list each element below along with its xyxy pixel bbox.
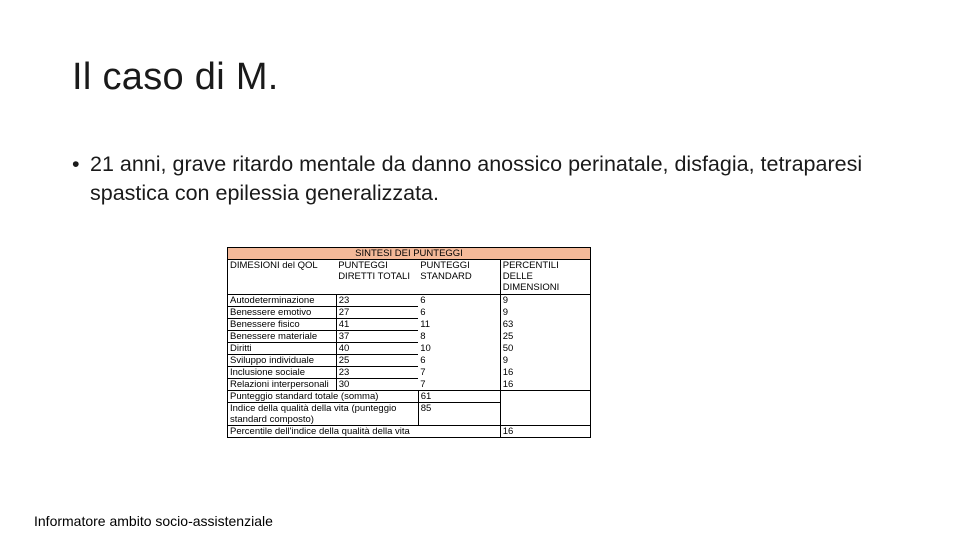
row-percentile: 50 <box>500 343 590 355</box>
row-label: Autodeterminazione <box>228 295 337 307</box>
summary-composite-value: 85 <box>418 403 500 426</box>
row-label: Inclusione sociale <box>228 367 337 379</box>
header-standard-scores: PUNTEGGI STANDARD <box>420 260 472 282</box>
table-row <box>228 355 591 367</box>
row-direct: 23 <box>336 295 418 307</box>
row-label: Diritti <box>228 343 337 355</box>
row-percentile: 16 <box>500 367 590 379</box>
row-standard: 11 <box>420 318 431 330</box>
row-label: Sviluppo individuale <box>228 355 337 367</box>
header-percentiles: PERCENTILI DELLE DIMENSIONI <box>500 260 590 295</box>
row-standard: 8 <box>420 330 426 342</box>
table-row <box>228 319 591 331</box>
row-standard: 7 <box>420 366 426 378</box>
row-direct: 41 <box>336 319 418 331</box>
header-dimensions: DIMESIONI del QOL <box>230 260 318 271</box>
summary-row-composite <box>228 403 591 426</box>
row-label: Relazioni interpersonali <box>228 379 337 391</box>
header-direct-scores: PUNTEGGI DIRETTI TOTALI <box>338 260 410 282</box>
summary-composite-label: Indice della qualità della vita (punteggio standard composto) <box>228 403 419 426</box>
row-direct: 37 <box>336 331 418 343</box>
row-standard: 7 <box>420 378 426 390</box>
row-percentile: 25 <box>500 331 590 343</box>
row-direct: 23 <box>336 367 418 379</box>
row-direct: 30 <box>336 379 418 391</box>
table-row <box>228 343 591 355</box>
summary-empty-cell <box>500 391 590 403</box>
score-summary-table <box>227 247 591 438</box>
footer-note: Informatore ambito socio-assistenziale <box>34 513 273 529</box>
summary-empty-cell <box>500 403 590 426</box>
row-percentile: 9 <box>500 355 590 367</box>
table-title: SINTESI DEI PUNTEGGI <box>228 248 591 260</box>
summary-row-total <box>228 391 591 403</box>
table-row <box>228 295 591 307</box>
summary-percentile-label: Percentile dell'indice della qualità della vita <box>228 426 501 438</box>
row-percentile: 63 <box>500 319 590 331</box>
row-direct: 40 <box>336 343 418 355</box>
table-row <box>228 307 591 319</box>
table-row <box>228 379 591 391</box>
row-standard: 6 <box>420 306 426 318</box>
summary-percentile-value: 16 <box>500 426 590 438</box>
row-label: Benessere fisico <box>228 319 337 331</box>
summary-total-label: Punteggio standard totale (somma) <box>228 391 419 403</box>
bullet-text: 21 anni, grave ritardo mentale da danno anossico perinatale, disfagia, tetraparesi spastica con epilessia generalizzata. <box>90 152 863 205</box>
summary-row-percentile <box>228 426 591 438</box>
row-label: Benessere emotivo <box>228 307 337 319</box>
row-standard: 10 <box>420 342 431 354</box>
row-standard: 6 <box>418 295 500 307</box>
row-percentile: 16 <box>500 379 590 391</box>
table-row <box>228 367 591 379</box>
summary-total-value: 61 <box>418 391 500 403</box>
row-direct: 27 <box>336 307 418 319</box>
row-direct: 25 <box>336 355 418 367</box>
row-label: Benessere materiale <box>228 331 337 343</box>
bullet-item <box>72 150 902 208</box>
row-percentile: 9 <box>500 307 590 319</box>
table-row <box>228 331 591 343</box>
slide-title: Il caso di M. <box>72 56 279 98</box>
bullet-dot-icon: • <box>72 152 80 176</box>
row-standard: 6 <box>420 354 426 366</box>
row-percentile: 9 <box>500 295 590 307</box>
